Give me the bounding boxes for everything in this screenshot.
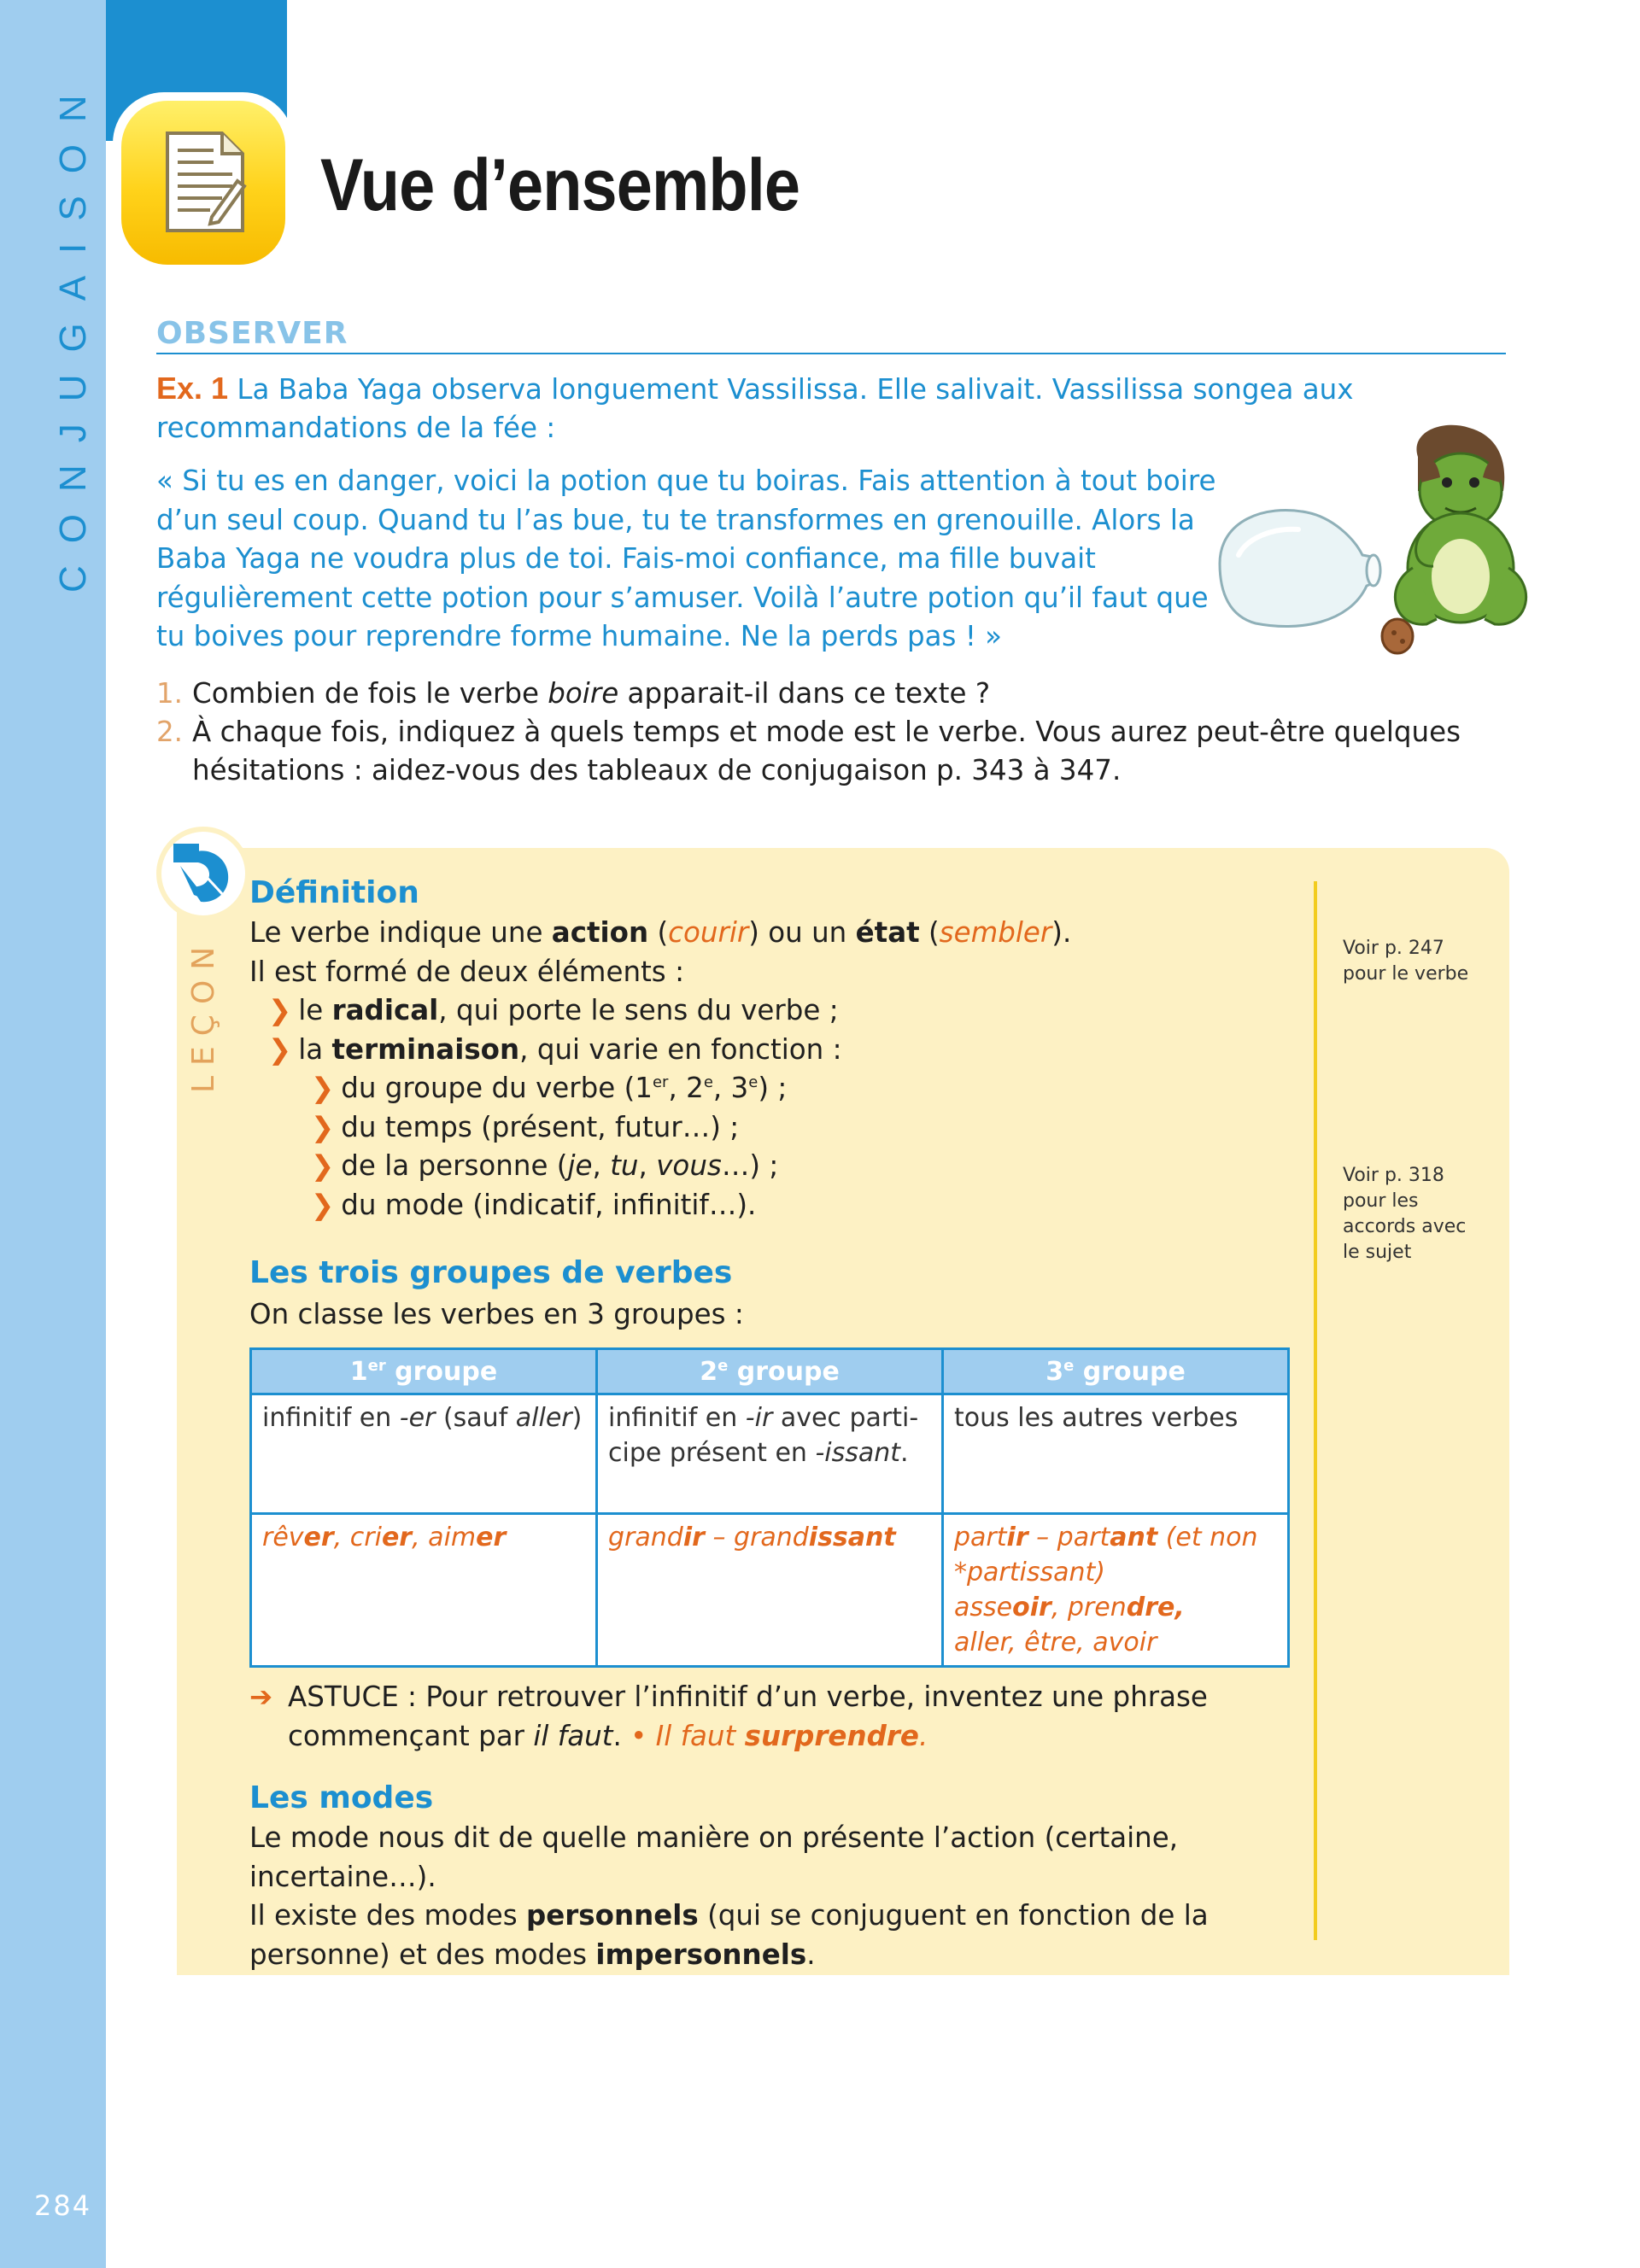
desc-group-1: [251, 1394, 597, 1514]
question-1: [156, 675, 1514, 713]
question-text: Combien de fois le verbe: [192, 677, 548, 710]
exercise-label: Ex. 1: [156, 371, 229, 406]
text: , pren: [1051, 1593, 1127, 1622]
superscript: er: [367, 1356, 386, 1375]
astuce-tip: [249, 1678, 1309, 1756]
superscript: er: [652, 1073, 669, 1092]
bullet-radical: [249, 991, 1309, 1031]
text: .: [918, 1719, 928, 1752]
superscript: e: [1063, 1356, 1075, 1375]
exercise-quote: « Si tu es en danger, voici la potion que tu boiras. Fais attention à tout boire d’un seul coup. Quand tu l’as bue, tu te transformes en grenouille. Alors la Baba Yaga ne voudra plus de toi. Fais-moi confiance, ma fille buvait régulièrement cette potion pour s’amuser. Voilà l’autre potion qu’il faut que tu boives pour reprendre forme humaine. Ne la perds pas ! »: [156, 465, 1216, 652]
text: asse: [954, 1593, 1013, 1622]
example-verb: surprendre: [744, 1719, 919, 1752]
text: avec parti-cipe présent en: [608, 1403, 919, 1468]
pronoun-vous: vous: [656, 1149, 722, 1182]
examples-group-1: [251, 1514, 597, 1667]
ending: oir: [1012, 1593, 1051, 1622]
groups-heading: Les trois groupes de verbes: [249, 1255, 733, 1290]
ending: issant: [808, 1523, 896, 1552]
ending: er: [476, 1523, 507, 1552]
text: Il existe des modes: [249, 1899, 526, 1932]
text: part: [954, 1523, 1007, 1552]
groups-section: [249, 1255, 1309, 1335]
exception: aller: [515, 1403, 572, 1433]
text: le: [298, 994, 332, 1026]
text: , qui varie en fonction :: [519, 1032, 842, 1066]
superscript: e: [703, 1073, 713, 1092]
text: , cri: [333, 1523, 382, 1552]
text: 3: [1046, 1356, 1064, 1387]
arrow-right-icon: ➔: [249, 1681, 273, 1713]
chapter-title: CONJUGAISON: [52, 73, 94, 593]
example-text: • Il faut: [630, 1719, 745, 1752]
page-number: 284: [34, 2189, 92, 2222]
question-2: [156, 713, 1514, 790]
table-row: [251, 1514, 1289, 1667]
text: .: [806, 1938, 816, 1971]
text: , aim: [412, 1523, 477, 1552]
modes-body: [249, 1819, 1309, 1974]
chevron-right-icon: ❯: [311, 1149, 335, 1182]
table-header-row: [251, 1349, 1289, 1394]
suffix: -issant: [815, 1438, 901, 1468]
text: .: [612, 1719, 631, 1752]
lesson-label: LEÇON: [186, 936, 221, 1093]
text: Le verbe indique une: [249, 916, 552, 949]
ending: er: [303, 1523, 334, 1552]
text: (qui se conjuguent en fonction de la personne) et des modes: [249, 1899, 1209, 1971]
ending: dre: [1126, 1593, 1175, 1622]
ending: ant: [1110, 1523, 1158, 1552]
term-personnels: personnels: [525, 1899, 699, 1932]
frog-potion-illustration: [1204, 423, 1529, 666]
text: (et non *partissant): [954, 1523, 1258, 1587]
potion-bottle: [1220, 511, 1380, 627]
text: aller, être, avoir: [954, 1628, 1157, 1657]
pronoun-tu: tu: [610, 1149, 639, 1182]
lesson-fountain-pen-icon: [165, 835, 242, 912]
text: groupe: [385, 1356, 498, 1387]
superscript: e: [748, 1073, 758, 1092]
ending: er: [381, 1523, 413, 1552]
text: 1: [349, 1356, 368, 1387]
desc-group-3: tous les autres verbes: [943, 1394, 1289, 1514]
definition-body: [249, 914, 1309, 1225]
text: la: [298, 1032, 332, 1066]
sub-bullet-temps: [249, 1108, 1309, 1148]
question-text-end: apparait-il dans ce texte ?: [618, 677, 991, 710]
text: (: [919, 916, 940, 949]
definition-section: [249, 875, 1309, 1225]
text: ASTUCE : Pour retrouver l’infinitif d’un verbe, inventez une phrase commençant par: [288, 1681, 1208, 1752]
ending: ir: [1006, 1523, 1028, 1552]
definition-line-1: [249, 914, 1309, 953]
text: .: [900, 1438, 909, 1468]
text: ,: [638, 1149, 657, 1182]
superscript: e: [718, 1356, 729, 1375]
question-number: 1.: [156, 677, 184, 710]
chevron-right-icon: ❯: [311, 1110, 335, 1143]
text: (: [648, 916, 669, 949]
text: ,: [592, 1149, 611, 1182]
sub-bullet-personne: [249, 1147, 1309, 1186]
exercise-intro-text: La Baba Yaga observa longuement Vassilissa. Elle salivait. Vassilissa songea aux recommandations de la fée :: [156, 373, 1354, 444]
suffix: -er: [399, 1403, 436, 1433]
astuce-text: [249, 1678, 1309, 1756]
text: , 3: [712, 1072, 749, 1104]
term-action: action: [551, 916, 649, 949]
cork: [1382, 619, 1413, 653]
chevron-right-icon: ❯: [268, 994, 292, 1026]
term-terminaison: terminaison: [331, 1032, 520, 1066]
modes-line-2: [249, 1897, 1309, 1974]
modes-section: [249, 1780, 1309, 1974]
text: ,: [1174, 1593, 1185, 1622]
sub-bullet-mode: [249, 1186, 1309, 1225]
groups-table: [249, 1347, 1290, 1668]
text: , qui porte le sens du verbe ;: [438, 994, 839, 1026]
question-text: À chaque fois, indiquez à quels temps et mode est le verbe. Vous aurez peut-être quelques hésitations : aidez-vous des tableaux de conjugaison p. 343 à 347.: [192, 716, 1461, 786]
text: rêv: [262, 1523, 304, 1552]
text: groupe: [1074, 1356, 1186, 1387]
frog: [1395, 425, 1526, 624]
observer-questions: [156, 675, 1514, 790]
text: ): [571, 1403, 583, 1433]
term-radical: radical: [331, 994, 439, 1026]
text: ).: [1051, 916, 1072, 949]
observer-heading: OBSERVER: [156, 316, 1506, 354]
chevron-right-icon: ❯: [268, 1032, 292, 1066]
text: 2: [700, 1356, 718, 1387]
header-group-1: [251, 1349, 597, 1394]
desc-group-2: [597, 1394, 943, 1514]
margin-divider: [1314, 881, 1317, 1940]
text: ) ;: [758, 1072, 788, 1104]
modes-line-1: Le mode nous dit de quelle manière on présente l’action (certaine, incertaine…).: [249, 1821, 1179, 1893]
text: ) ou un: [748, 916, 856, 949]
term-impersonnels: impersonnels: [595, 1938, 807, 1971]
question-number: 2.: [156, 716, 184, 748]
text: …) ;: [721, 1149, 779, 1182]
text: il faut: [533, 1719, 613, 1752]
text: – grand: [704, 1523, 809, 1552]
modes-heading: Les modes: [249, 1780, 434, 1815]
definition-line-2: Il est formé de deux éléments :: [249, 955, 685, 988]
table-row: [251, 1394, 1289, 1514]
text: du temps (présent, futur…) ;: [341, 1110, 740, 1143]
sidenote-verb: Voir p. 247 pour le verbe: [1343, 938, 1469, 985]
pronoun-je: je: [567, 1149, 593, 1182]
groups-intro: On classe les verbes en 3 groupes :: [249, 1298, 744, 1330]
page-title: Vue d’ensemble: [320, 144, 800, 226]
sidenote-accords: Voir p. 318 pour les accords avec le sujet: [1343, 1165, 1467, 1263]
suffix: -ir: [745, 1403, 773, 1433]
text: grand: [608, 1523, 683, 1552]
examples-group-2: [597, 1514, 943, 1667]
text: , 2: [668, 1072, 704, 1104]
text: du groupe du verbe (1: [341, 1072, 653, 1104]
document-pencil-icon: [162, 128, 248, 236]
question-verb: boire: [548, 677, 619, 710]
example-courir: courir: [668, 916, 749, 949]
text: infinitif en: [608, 1403, 746, 1433]
header-group-3: [943, 1349, 1289, 1394]
text: infinitif en: [262, 1403, 400, 1433]
term-etat: état: [855, 916, 920, 949]
sub-bullet-groupe: [249, 1069, 1309, 1108]
text: de la personne (: [341, 1149, 568, 1182]
text: – part: [1028, 1523, 1110, 1552]
text: du mode (indicatif, infinitif…).: [341, 1188, 757, 1221]
ending: ir: [682, 1523, 705, 1552]
definition-heading: Définition: [249, 875, 419, 910]
header-group-2: [597, 1349, 943, 1394]
chevron-right-icon: ❯: [311, 1188, 335, 1221]
bullet-terminaison: [249, 1031, 1309, 1070]
text: groupe: [728, 1356, 840, 1387]
text: (sauf: [435, 1403, 516, 1433]
examples-group-3: [943, 1514, 1289, 1667]
chevron-right-icon: ❯: [311, 1072, 335, 1104]
example-sembler: sembler: [939, 916, 1052, 949]
